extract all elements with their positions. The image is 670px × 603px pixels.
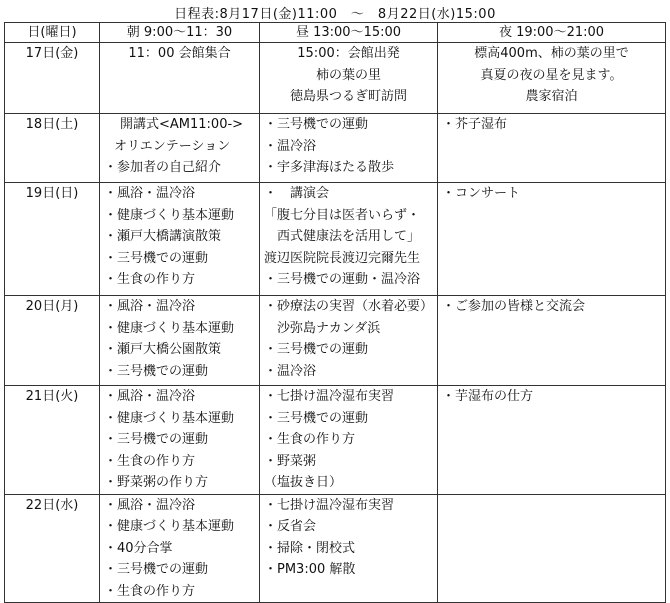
table-row xyxy=(5,43,666,114)
header-day: 日(曜日) xyxy=(5,23,100,43)
cell-line: ・三号機での運動・温冷浴 xyxy=(264,272,421,287)
schedule-title: 日程表:8月17日(金)11:00 ～ 8月22日(水)15:00 xyxy=(174,7,496,22)
day-cell: 18日(土) xyxy=(5,114,100,183)
morning-cell xyxy=(100,386,260,495)
day-cell: 20日(月) xyxy=(5,296,100,386)
header-morning: 朝 9:00～11：30 xyxy=(100,23,260,43)
cell-line: 11：00 会館集合 xyxy=(128,46,231,61)
morning-cell xyxy=(100,494,260,603)
table-row xyxy=(5,494,666,603)
cell-line: ・瀬戸大橋公園散策 xyxy=(104,342,222,357)
afternoon-cell xyxy=(260,183,438,296)
night-cell xyxy=(438,183,666,296)
header-afternoon: 昼 13:00～15:00 xyxy=(260,23,438,43)
afternoon-cell xyxy=(260,494,438,603)
cell-line: ・生食の作り方 xyxy=(104,583,196,599)
cell-line: ・健康づくり基本運動 xyxy=(104,320,235,336)
table-row xyxy=(5,296,666,386)
day-cell: 22日(水) xyxy=(5,494,100,603)
cell-line: 渡辺医院院長渡辺完爾先生 xyxy=(264,250,421,266)
afternoon-cell xyxy=(260,386,438,495)
night-cell xyxy=(438,43,666,114)
cell-line: 開講式<AM11:00-> xyxy=(120,117,244,132)
cell-line: 真夏の夜の星を見ます。 xyxy=(480,67,623,83)
cell-line: ・宇多津海ほたる散歩 xyxy=(264,160,395,175)
cell-line: ・参加者の自己紹介 xyxy=(104,160,222,175)
cell-line: ・野菜粥 xyxy=(264,453,317,469)
cell-line: 徳島県つるぎ町訪問 xyxy=(289,89,407,104)
cell-line: 西式健康法を活用して」 xyxy=(264,229,421,244)
cell-line: ・生食の作り方 xyxy=(264,432,356,447)
cell-line: ・反省会 xyxy=(264,519,317,534)
schedule-table xyxy=(4,22,666,603)
cell-line: ・芋湿布の仕方 xyxy=(442,389,534,404)
cell-line: 農家宿泊 xyxy=(525,89,578,104)
table-row xyxy=(5,183,666,296)
cell-line: ・温冷浴 xyxy=(264,138,317,154)
day-cell: 19日(日) xyxy=(5,183,100,296)
morning-cell xyxy=(100,43,260,114)
cell-line: ・健康づくり基本運動 xyxy=(104,519,235,534)
cell-line: ・三号機での運動 xyxy=(264,342,369,357)
day-cell: 21日(火) xyxy=(5,386,100,495)
cell-line: 「腹七分目は医者いらず・ xyxy=(264,207,421,223)
cell-line: ・健康づくり基本運動 xyxy=(104,207,235,223)
afternoon-cell xyxy=(260,114,438,183)
table-row xyxy=(5,386,666,495)
cell-line: 沙弥島ナカンダ浜 xyxy=(264,320,381,336)
cell-line: ・ 講演会 xyxy=(264,186,330,201)
cell-line: ・野菜粥の作り方 xyxy=(104,475,209,490)
cell-line: 柿の葉の里 xyxy=(315,67,381,83)
cell-line: 標高400m、柿の葉の里で xyxy=(474,46,629,61)
cell-line: ・温冷浴 xyxy=(264,363,317,379)
cell-line: オリエンテーション xyxy=(114,138,231,154)
night-cell xyxy=(438,386,666,495)
cell-line: ・三号機での運動 xyxy=(264,117,369,132)
night-cell xyxy=(438,494,666,603)
cell-line: ・掃除・閉校式 xyxy=(264,540,356,556)
cell-line: ・健康づくり基本運動 xyxy=(104,410,235,426)
cell-line: ・瀬戸大橋講演散策 xyxy=(104,229,222,244)
cell-line: 15:00：会館出発 xyxy=(297,46,400,61)
afternoon-cell xyxy=(260,43,438,114)
cell-line: ・風浴・温冷浴 xyxy=(104,299,196,314)
cell-line: ・砂療法の実習（水着必要） xyxy=(264,299,434,314)
cell-line: ・風浴・温冷浴 xyxy=(104,497,196,513)
cell-line: ・三号機での運動 xyxy=(104,363,209,379)
cell-line: ・生食の作り方 xyxy=(104,453,196,469)
morning-cell xyxy=(100,114,260,183)
morning-cell xyxy=(100,183,260,296)
cell-line: ・三号機での運動 xyxy=(104,250,209,266)
day-cell: 17日(金) xyxy=(5,43,100,114)
night-cell xyxy=(438,114,666,183)
afternoon-cell xyxy=(260,296,438,386)
cell-line: ・風浴・温冷浴 xyxy=(104,389,196,404)
table-row xyxy=(5,114,666,183)
cell-line: ・PM3:00 解散 xyxy=(264,562,356,577)
cell-line: ・ご参加の皆様と交流会 xyxy=(442,299,586,314)
cell-line: ・生食の作り方 xyxy=(104,272,196,287)
night-cell xyxy=(438,296,666,386)
cell-line: ・コンサート xyxy=(442,186,521,201)
cell-line: ・七掛け温冷湿布実習 xyxy=(264,497,395,513)
cell-line: ・七掛け温冷湿布実習 xyxy=(264,389,395,404)
cell-line: ・三号機での運動 xyxy=(264,410,369,426)
cell-line: ・芥子湿布 xyxy=(442,117,508,132)
cell-line: ・三号機での運動 xyxy=(104,432,209,447)
morning-cell xyxy=(100,296,260,386)
cell-line: ・三号機での運動 xyxy=(104,562,209,577)
header-row xyxy=(5,23,666,43)
cell-line: （塩抜き日） xyxy=(264,475,343,490)
cell-line: ・40分合掌 xyxy=(104,540,173,556)
header-night: 夜 19:00～21:00 xyxy=(438,23,666,43)
cell-line: ・風浴・温冷浴 xyxy=(104,186,196,201)
